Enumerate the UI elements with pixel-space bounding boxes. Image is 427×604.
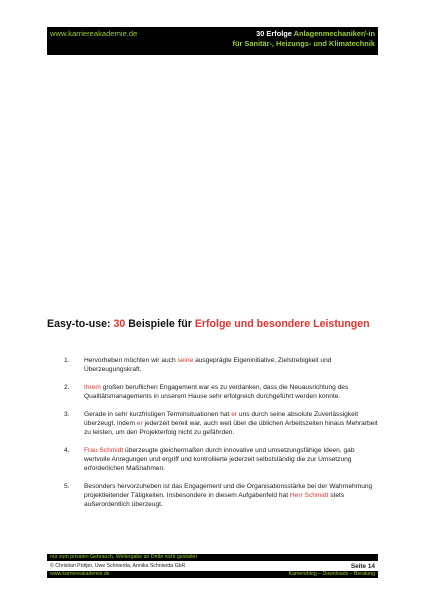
list-item-number: 4. [64, 447, 70, 454]
list-item-text [84, 410, 382, 437]
list-item [47, 383, 382, 401]
highlighted-term: Frau Schmidt [84, 447, 124, 454]
text-segment: ausgeprägte Eigeninitiative, Zielstrebigkeit und Überzeugungskraft. [84, 357, 332, 373]
page-title-part2: Beispiele für [125, 318, 195, 330]
highlighted-term: seine [177, 357, 194, 364]
footer-site-link[interactable]: www.karriereakademie.de [50, 571, 110, 577]
page-title [47, 318, 370, 330]
highlighted-term: Ihrem [84, 384, 101, 391]
header-title-subline: für Sanitär-, Heizungs- und Klimatechnik [232, 39, 375, 48]
page-number: Seite 14 [350, 563, 375, 570]
text-segment: uns durch seine absolute Zuverlässigkeit überzeugt, indem [84, 411, 359, 427]
list-item-number: 1. [64, 357, 70, 364]
list-item-text [84, 482, 382, 509]
list-item-number: 5. [64, 483, 70, 490]
list-item [47, 446, 382, 473]
page-title-part1: Easy-to-use: [47, 318, 114, 330]
highlighted-term: er [136, 420, 143, 427]
list-item [47, 482, 382, 509]
list-item [47, 356, 382, 374]
page-title-number: 30 [113, 318, 126, 330]
highlighted-term: er [231, 411, 238, 418]
footer-copyright: © Christian Püttjer, Uwe Schnierda, Annika Schnierda GbR [50, 563, 186, 569]
header-bar [47, 27, 378, 55]
footer-tagline: Karriereblog – Downloads – Beratung [288, 571, 375, 577]
text-segment: großen beruflichen Engagement war es zu verdanken, dass die Neuausrichtung des Qualitätsmanagements in unserem Hause sehr erfolgreich durchgeführt werden konnte. [84, 384, 349, 400]
text-segment: stets außerordentlich überzeugt. [84, 492, 345, 508]
text-segment: Besonders hervorzuheben ist das Engagement und die Organisationsstärke bei der Wahrnehmung projektleitender Tätigkeiten. Insbesondere in diesem Aufgabenfeld hat [84, 483, 373, 499]
page-title-part3: Erfolge und besondere Leistungen [194, 318, 370, 330]
header-site-link[interactable]: www.karriereakademie.de [50, 29, 138, 38]
footer-notice: nur zum privaten Gebrauch, Weitergabe an Dritte nicht gestattet [47, 554, 378, 561]
header-title [233, 29, 376, 49]
list-item [47, 410, 382, 437]
list-item-number: 3. [64, 411, 70, 418]
header-title-job: Anlagenmechaniker/-in [293, 29, 375, 38]
list-item-text [84, 446, 382, 473]
footer-bar [47, 571, 378, 578]
footer-copyright-row [47, 562, 378, 571]
text-segment: Hervorheben möchten wir auch [84, 357, 178, 364]
highlighted-term: Herr Schmidt [289, 492, 329, 499]
list-item-number: 2. [64, 384, 70, 391]
list-item-text [84, 356, 382, 374]
examples-list [47, 356, 382, 518]
text-segment: überzeugte gleichermaßen durch innovative und umsetzungsfähige Ideen, gab wertvolle Anregungen und ergriff und kontrollierte jederzeit selbstständig die zur Umsetzung erforderlichen Maßnahmen. [84, 447, 355, 472]
list-item-text [84, 383, 382, 401]
header-title-prefix: 30 Erfolge [256, 29, 294, 38]
text-segment: Gerade in sehr kurzfristigen Terminsituationen hat [84, 411, 232, 418]
text-segment: jederzeit bereit war, auch weit über die üblichen Arbeitszeiten hinaus Mehrarbeit zu leisten, um den Projekterfolg nicht zu gefährden. [84, 420, 378, 436]
